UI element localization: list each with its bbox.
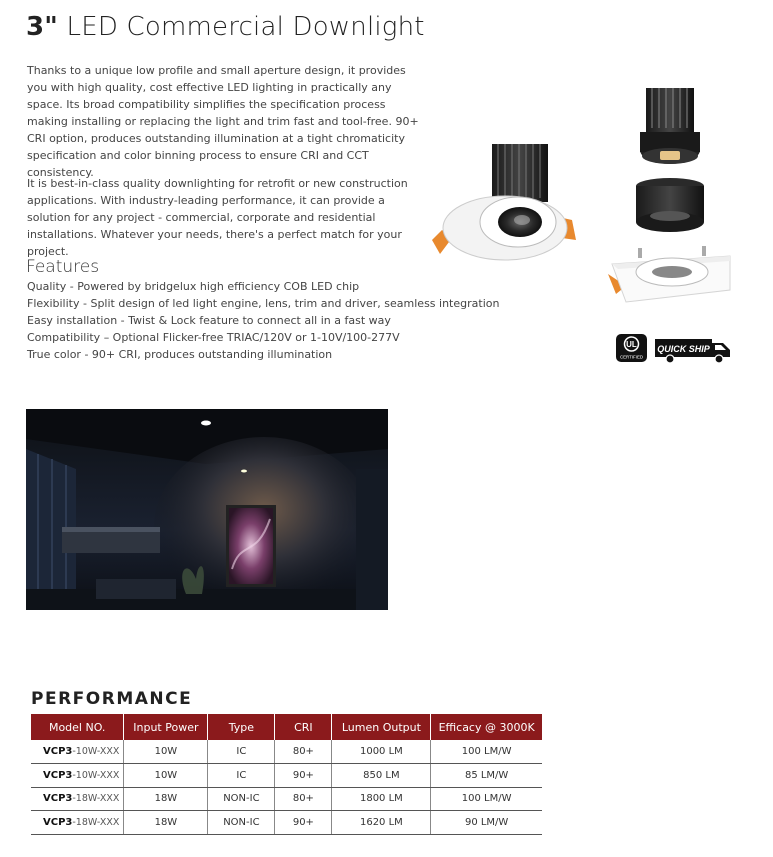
col-cri: CRI: [275, 714, 332, 740]
interior-photo: [26, 409, 388, 610]
performance-heading: PERFORMANCE: [31, 689, 193, 709]
table-row: [31, 787, 542, 811]
cell-model: [31, 764, 124, 788]
cell-type: NON-IC: [208, 787, 275, 811]
cell-lumen: 850 LM: [332, 764, 431, 788]
cell-cri: 80+: [275, 740, 332, 764]
table-header-row: [31, 714, 542, 740]
intro-paragraph-1: Thanks to a unique low profile and small aperture design, it provides you with high quality, cost effective LED lighting in practically any space. Its broad compatibility simplifies the specification process making installing or replacing the light and trim fast and tool-free. 90+ CRI option, produces outstanding illumination at a tight chromaticity specification and color binning process to ensure CRI and CCT consistency.: [27, 64, 419, 179]
cell-model: [31, 811, 124, 835]
model-prefix: VCP3: [43, 769, 73, 781]
col-lumen-output: Lumen Output: [332, 714, 431, 740]
intro-paragraph-2: It is best-in-class quality downlighting for retrofit or new construction applications. With industry-leading performance, it can provide a solution for any project - commercial, corporate and residential installations. Whatever your needs, there's a perfect match for your project.: [27, 177, 408, 258]
heatsink-module: [640, 88, 700, 164]
badges-graphic: [614, 333, 734, 365]
title-rest: LED Commercial Downlight: [58, 12, 425, 42]
badges: [614, 333, 734, 365]
col-model: Model NO.: [31, 714, 124, 740]
cell-power: 10W: [124, 764, 208, 788]
cell-power: 18W: [124, 811, 208, 835]
cell-power: 18W: [124, 787, 208, 811]
features-list: [27, 278, 499, 363]
lens-housing: [636, 178, 704, 232]
features-heading: Features: [26, 257, 100, 277]
feature-item: True color - 90+ CRI, produces outstanding illumination: [27, 348, 333, 361]
table-row: [31, 764, 542, 788]
model-prefix: VCP3: [43, 816, 73, 828]
table-row: [31, 811, 542, 835]
feature-item: Quality - Powered by bridgelux high efficiency COB LED chip: [27, 280, 360, 293]
cell-type: IC: [208, 740, 275, 764]
cell-lumen: 1620 LM: [332, 811, 431, 835]
product-photo: [430, 68, 748, 323]
feature-item: Easy installation - Twist & Lock feature to connect all in a fast way: [27, 314, 391, 327]
assembled-downlight: [432, 144, 576, 260]
cell-efficacy: 100 LM/W: [431, 787, 542, 811]
title-size: 3": [26, 12, 59, 42]
performance-table: [31, 714, 542, 835]
cell-model: [31, 740, 124, 764]
page-title: [26, 12, 425, 42]
col-type: Type: [208, 714, 275, 740]
table-row: [31, 740, 542, 764]
model-prefix: VCP3: [43, 746, 73, 757]
cell-efficacy: 100 LM/W: [431, 740, 542, 764]
cell-type: IC: [208, 764, 275, 788]
feature-item: Compatibility – Optional Flicker-free TRIAC/120V or 1-10V/100-277V: [27, 331, 400, 344]
quick-ship-text: QUICK SHIP: [657, 344, 710, 354]
ul-certified-text: CERTIFIED: [619, 354, 644, 360]
cell-lumen: 1000 LM: [332, 740, 431, 764]
ul-certified-icon: [616, 334, 647, 362]
cell-efficacy: 85 LM/W: [431, 764, 542, 788]
cell-lumen: 1800 LM: [332, 787, 431, 811]
cell-cri: 80+: [275, 787, 332, 811]
cell-power: 10W: [124, 740, 208, 764]
cell-cri: 90+: [275, 811, 332, 835]
model-suffix: -18W-XXX: [72, 793, 120, 805]
col-efficacy: Efficacy @ 3000K: [431, 714, 542, 740]
feature-item: Flexibility - Split design of led light engine, lens, trim and driver, seamless integration: [27, 297, 500, 310]
square-trim: [608, 246, 730, 302]
model-suffix: -10W-XXX: [72, 769, 120, 781]
model-suffix: -10W-XXX: [72, 746, 120, 757]
cell-cri: 90+: [275, 764, 332, 788]
quick-ship-truck-icon: [655, 339, 730, 363]
model-suffix: -18W-XXX: [72, 816, 120, 828]
ul-mark-text: UL: [626, 340, 637, 349]
cell-type: NON-IC: [208, 811, 275, 835]
cell-model: [31, 787, 124, 811]
cell-efficacy: 90 LM/W: [431, 811, 542, 835]
model-prefix: VCP3: [43, 793, 73, 805]
col-input-power: Input Power: [124, 714, 208, 740]
